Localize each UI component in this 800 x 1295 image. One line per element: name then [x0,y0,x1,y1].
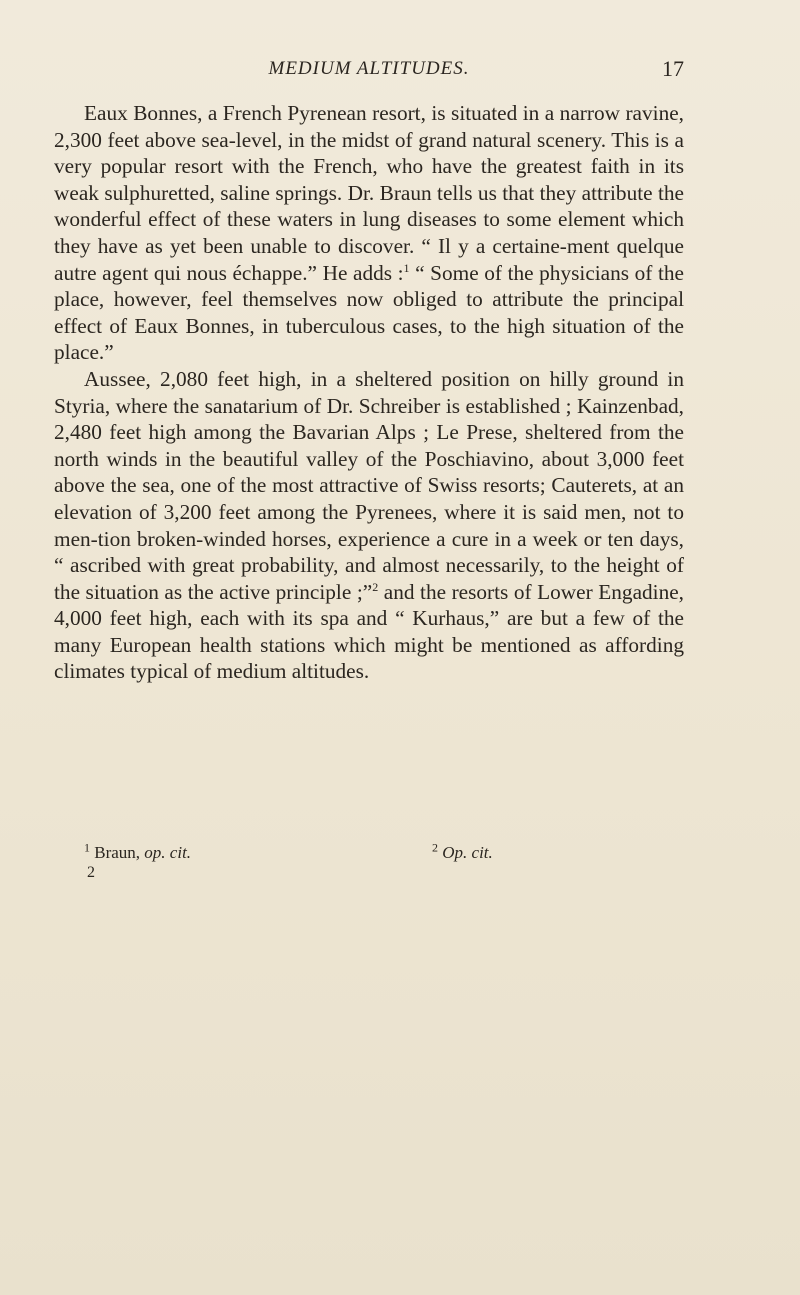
running-head [54,58,684,88]
paragraph-text: Eaux Bonnes, a French Pyrenean resort, is situated in a narrow ravine, 2,300 feet above sea-level, in the midst of grand natural scenery. This is a very popular resort with the French, who have the greatest faith in its weak sulphuretted, saline springs. Dr. Braun tells us that they attribute the wonderful effect of these waters in lung diseases to some element which they have as yet been unable to discover. “ Il y a certaine-ment quelque autre agent qui nous échappe.” He adds : [54,101,684,285]
footnote-ref: op. cit. [144,843,192,862]
paragraph-text: and the resorts of Lower Engadine, 4,000 feet high, each with its spa and “ Kurhaus,” are but a few of the many European health stations which might be mentioned as affording climates typical of medium altitudes. [54,579,685,684]
footnote-1 [84,840,192,863]
page-number: 17 [662,56,684,81]
body-text [54,100,684,685]
paragraph-eaux-bonnes [54,100,684,366]
footnote-ref-2: 2 [372,579,379,594]
printer-signature: 2 [87,864,95,881]
paragraph-text: Aussee, 2,080 feet high, in a sheltered position on hilly ground in Styria, where the sanatarium of Dr. Schreiber is established ; Kainzenbad, 2,480 feet high among the Bavarian Alps ; Le Prese, sheltered from the north winds in the beautiful valley of the Poschiavino, about 3,000 feet above the sea, one of the most attractive of Swiss resorts; Cauterets, at an elevation of 3,200 feet among the Pyrenees, where it is said men, not to men-tion broken-winded horses, experience a cure in a week or ten days, “ ascribed with great probability, and almost necessarily, to the height of the situation as the active principle ;” [54,366,684,604]
paragraph-text: “ Some of the physicians of the place, however, feel themselves now obliged to attribute the principal effect of Eaux Bonnes, in tuberculous cases, to the high situation of the place.” [54,260,684,365]
footnote-row [54,840,684,863]
footnote-ref: Op. cit. [442,843,493,862]
footnote-ref-1: 1 [403,260,410,275]
footnote-author: Braun, [94,843,141,862]
footnote-mark: 1 [84,840,90,855]
footnote-mark: 2 [432,840,438,855]
running-title: MEDIUM ALTITUDES. [268,58,470,79]
paragraph-aussee [54,366,684,685]
footnote-2 [432,840,493,863]
footnotes [54,840,684,881]
